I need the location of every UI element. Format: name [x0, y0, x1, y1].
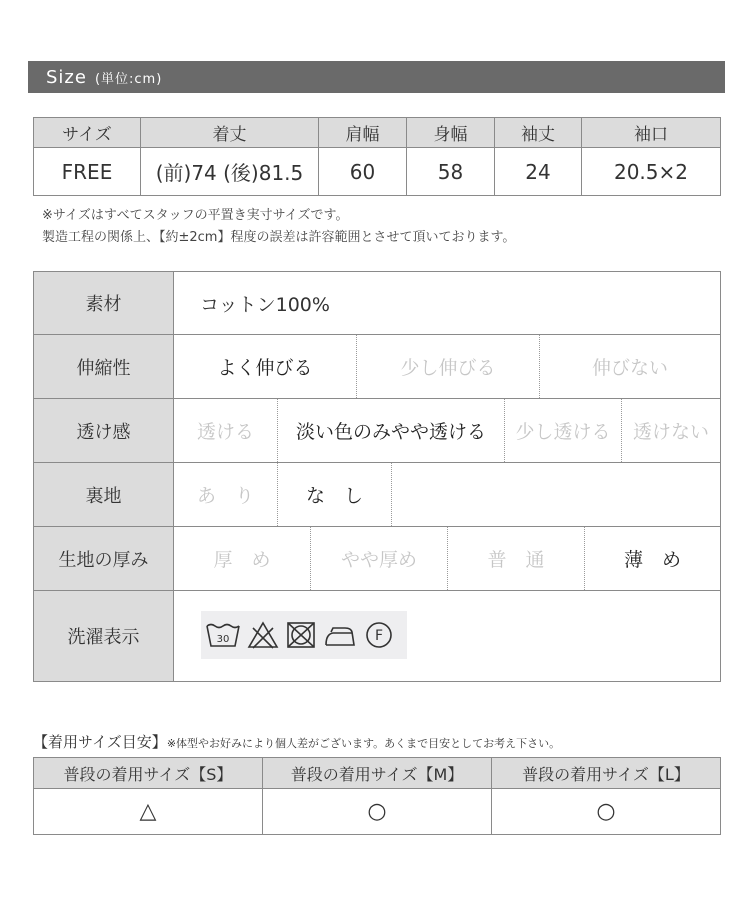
thickness-option-0: 厚 め — [174, 527, 311, 590]
size-cell-sleeve-length: 24 — [495, 148, 582, 196]
stretch-option-0: よく伸びる — [174, 335, 357, 398]
lining-option-1: な し — [278, 463, 392, 526]
stretch-option-1: 少し伸びる — [357, 335, 540, 398]
bleach-triangle-icon — [247, 620, 279, 650]
fit-guide-heading: 【着用サイズ目安】 — [33, 733, 167, 751]
fit-guide-note: ※体型やお好みにより個人差がございます。あくまで目安としてお考え下さい。 — [166, 737, 561, 750]
size-header-sleeve-length: 袖丈 — [495, 118, 582, 148]
sheer-option-1: 淡い色のみやや透ける — [278, 399, 505, 462]
table-row — [34, 789, 721, 835]
spec-label-care: 洗濯表示 — [34, 591, 174, 681]
fit-header-l: 普段の着用サイズ【L】 — [492, 758, 721, 789]
size-cell-cuff: 20.5×2 — [582, 148, 721, 196]
spec-row-lining — [34, 462, 720, 526]
size-cell-size: FREE — [34, 148, 141, 196]
size-cell-shoulder: 60 — [319, 148, 407, 196]
fit-header-s: 普段の着用サイズ【S】 — [34, 758, 263, 789]
wash-30-icon — [205, 620, 241, 650]
spec-label-material: 素材 — [34, 272, 174, 334]
lining-empty-cell — [392, 463, 720, 526]
size-table — [33, 117, 721, 196]
lining-option-0: あ り — [174, 463, 278, 526]
fit-table-header-row — [34, 758, 721, 789]
spec-table — [33, 271, 721, 682]
care-label-image — [201, 611, 407, 659]
spec-row-sheer — [34, 398, 720, 462]
svg-text:30: 30 — [216, 634, 230, 645]
spec-row-material — [34, 272, 720, 334]
fit-value-l: ○ — [492, 789, 721, 835]
spec-label-thickness: 生地の厚み — [34, 527, 174, 590]
fit-guide-title — [33, 731, 560, 752]
size-header-size: サイズ — [34, 118, 141, 148]
size-cell-body-width: 58 — [407, 148, 495, 196]
size-header-body-width: 身幅 — [407, 118, 495, 148]
banner-title: Size — [46, 66, 87, 88]
thickness-option-2: 普 通 — [448, 527, 585, 590]
thickness-option-3: 薄 め — [623, 549, 681, 571]
fit-header-m: 普段の着用サイズ【M】 — [263, 758, 492, 789]
spec-row-care — [34, 590, 720, 681]
svg-text:F: F — [374, 628, 384, 644]
table-row — [34, 148, 721, 196]
spec-label-stretch: 伸縮性 — [34, 335, 174, 398]
banner-unit: (単位:cm) — [94, 71, 163, 87]
thickness-option-1: やや厚め — [311, 527, 448, 590]
stretch-option-2: 伸びない — [591, 357, 668, 379]
size-cell-length: (前)74 (後)81.5 — [141, 148, 319, 196]
size-header-shoulder: 肩幅 — [319, 118, 407, 148]
fit-table — [33, 757, 721, 835]
size-table-header-row — [34, 118, 721, 148]
spec-label-sheer: 透け感 — [34, 399, 174, 462]
sheer-option-3: 透けない — [632, 421, 709, 443]
size-banner — [28, 61, 725, 93]
spec-label-lining: 裏地 — [34, 463, 174, 526]
iron-icon — [323, 620, 357, 650]
size-note-1: ※サイズはすべてスタッフの平置き実寸サイズです。 — [42, 208, 349, 223]
no-tumble-dry-icon — [285, 620, 317, 650]
spec-row-thickness — [34, 526, 720, 590]
material-value: コットン100% — [200, 293, 330, 316]
size-note-2: 製造工程の関係上、【約±2cm】程度の誤差は許容範囲とさせて頂いております。 — [42, 230, 516, 245]
dry-clean-f-icon — [363, 620, 395, 650]
size-header-cuff: 袖口 — [582, 118, 721, 148]
size-header-length: 着丈 — [141, 118, 319, 148]
spec-row-stretch — [34, 334, 720, 398]
fit-value-m: ○ — [263, 789, 492, 835]
sheer-option-2: 少し透ける — [505, 399, 622, 462]
sheer-option-0: 透ける — [174, 399, 278, 462]
fit-value-s: △ — [34, 789, 263, 835]
